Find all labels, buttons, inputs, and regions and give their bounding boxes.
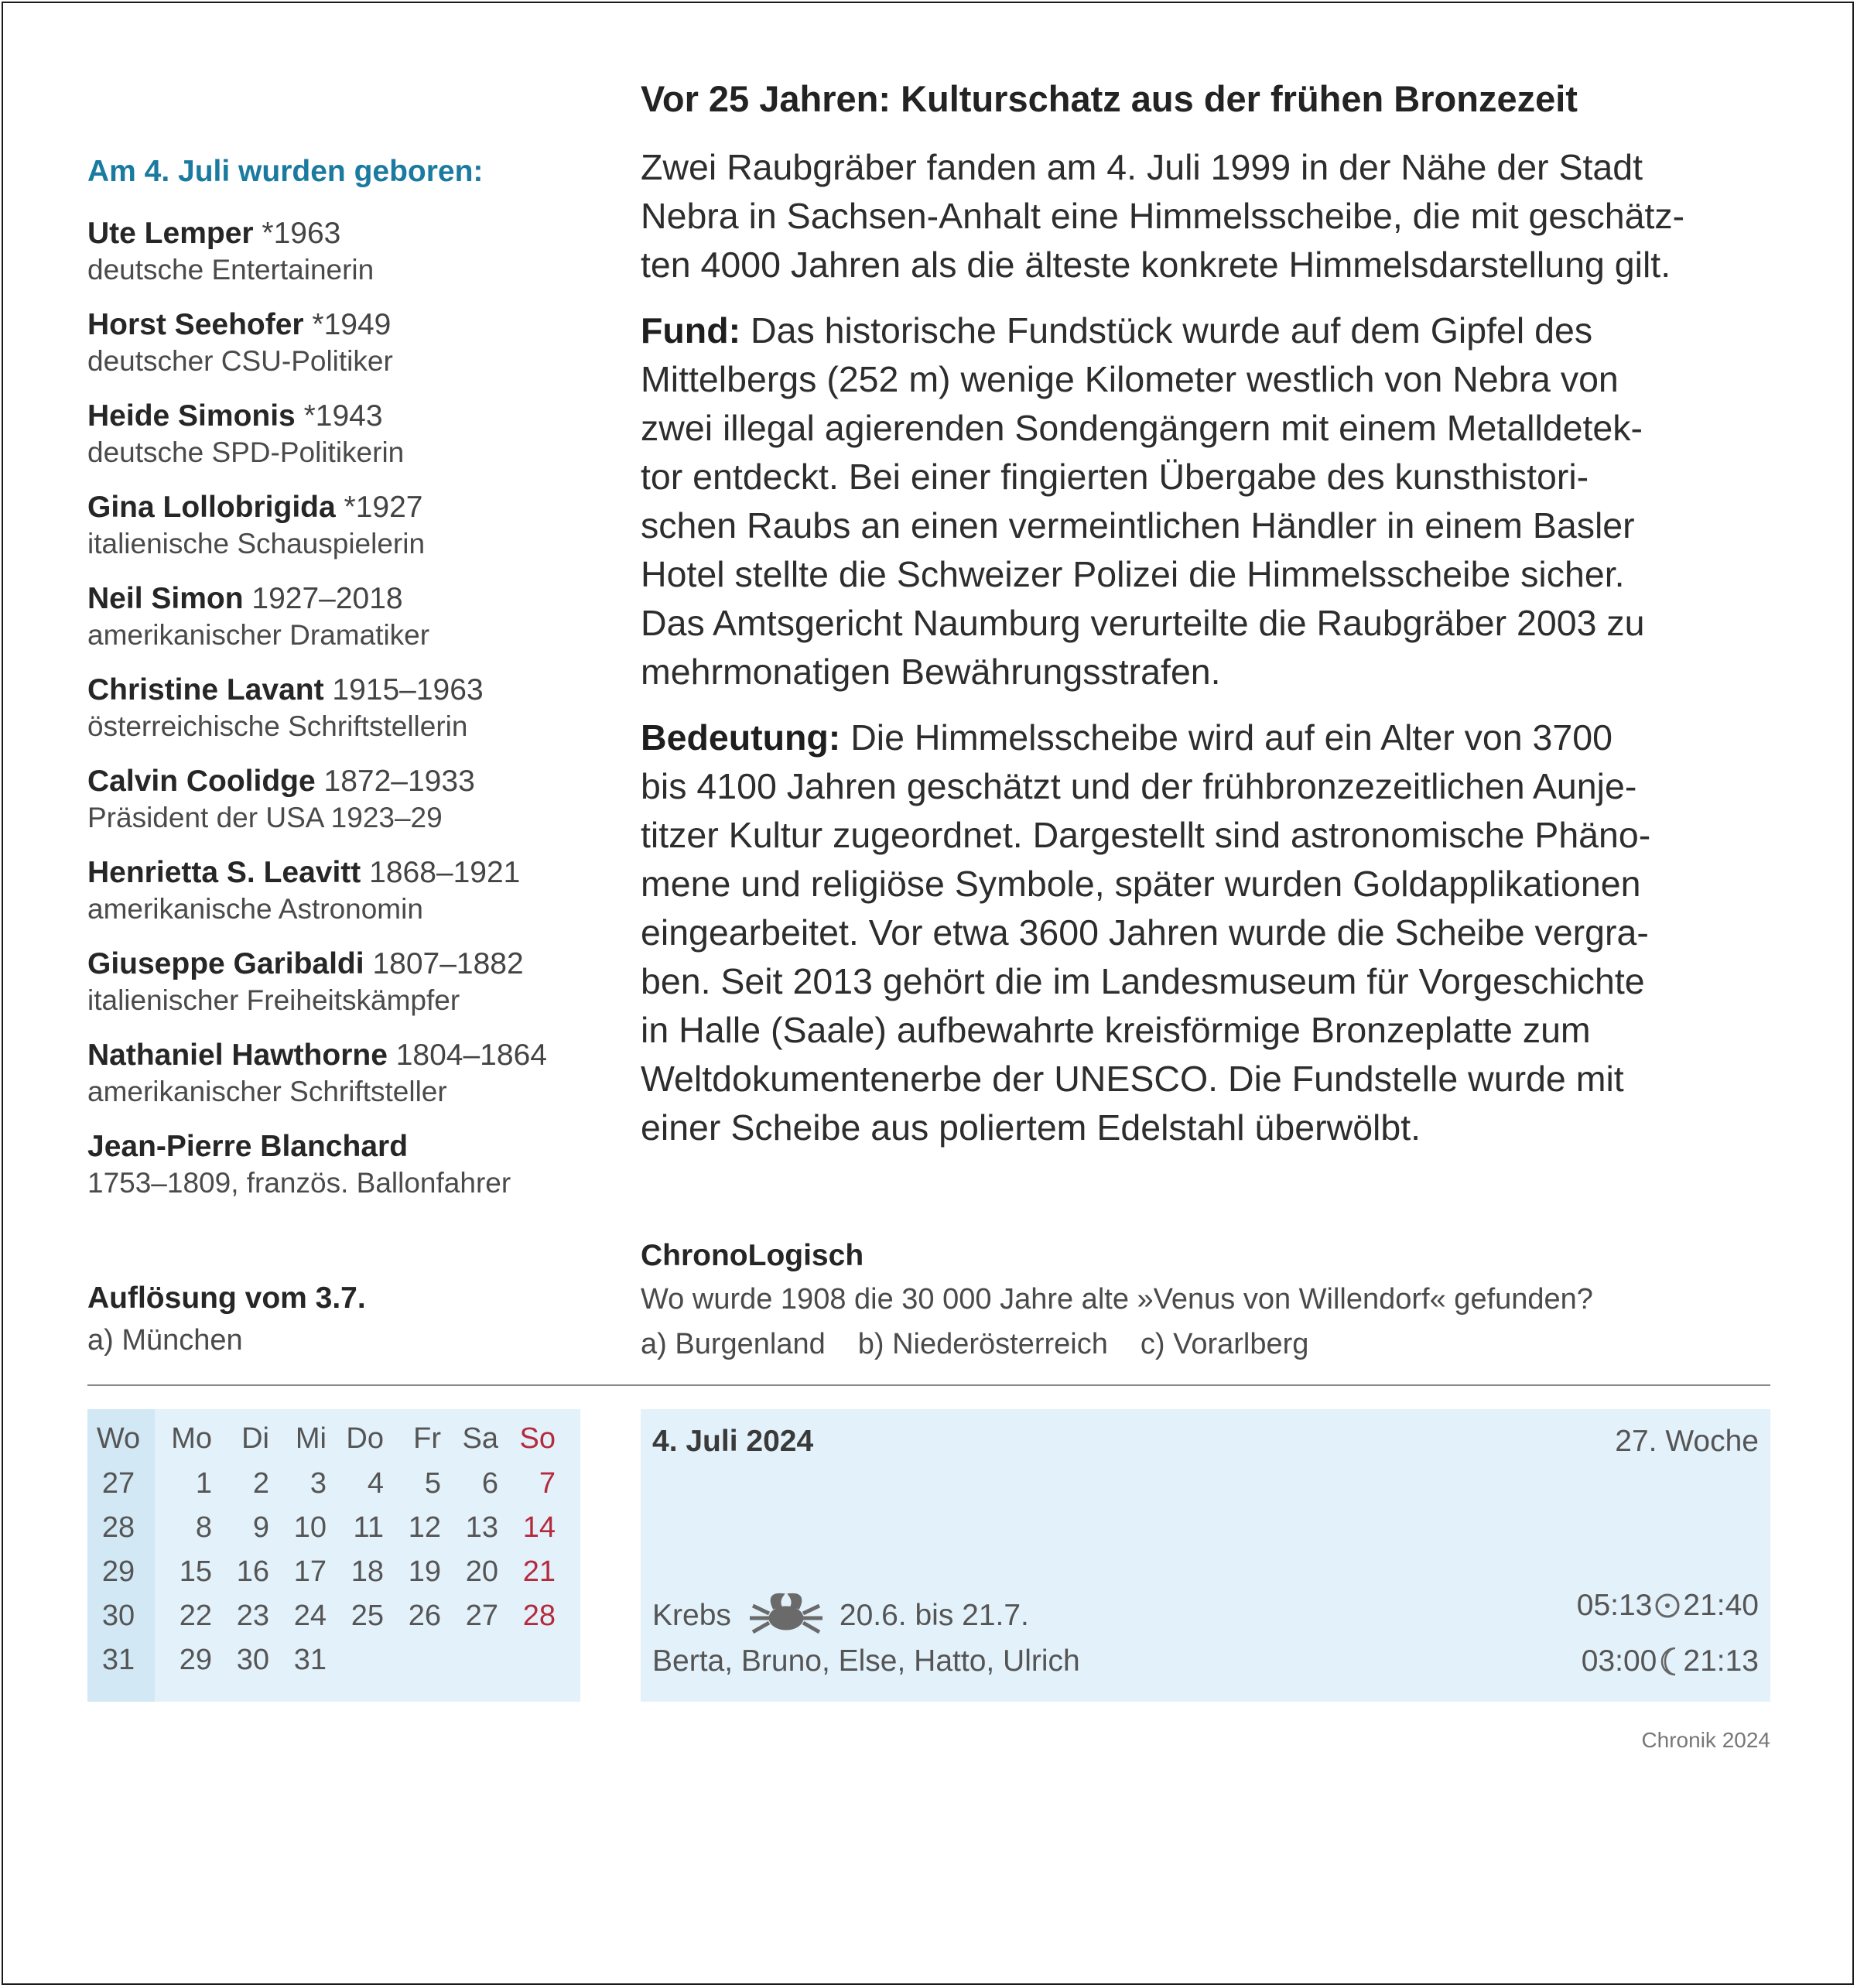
person-years: *1949 bbox=[312, 308, 392, 341]
calendar-day: 8 bbox=[195, 1511, 212, 1544]
person-description: deutsche SPD-Politikerin bbox=[87, 436, 405, 468]
birth-entry-headline bbox=[87, 306, 583, 344]
births-heading: Am 4. Juli wurden geboren: bbox=[87, 155, 484, 188]
day-date: 4. Juli 2024 bbox=[652, 1425, 814, 1458]
chrono-title: ChronoLogisch bbox=[641, 1239, 864, 1272]
birth-entry-headline bbox=[87, 489, 583, 526]
calendar-day: 27 bbox=[465, 1600, 498, 1632]
person-name: Horst Seehofer bbox=[87, 308, 304, 341]
calendar-day: 23 bbox=[236, 1600, 269, 1632]
article-line: Weltdokumentenerbe der UNESCO. Die Fundstelle wurde mit bbox=[641, 1059, 1624, 1099]
calendar-day: 13 bbox=[465, 1511, 498, 1544]
solution-section bbox=[87, 1279, 366, 1363]
zodiac-range: 20.6. bis 21.7. bbox=[839, 1599, 1029, 1632]
birth-entry bbox=[87, 672, 583, 744]
moon-times bbox=[1582, 1644, 1759, 1678]
calendar-day: 15 bbox=[179, 1555, 212, 1588]
person-description: Präsident der USA 1923–29 bbox=[87, 802, 443, 833]
moonset-time: 21:13 bbox=[1683, 1644, 1759, 1678]
paragraph-label: Fund: bbox=[641, 310, 741, 351]
person-description: italienische Schauspielerin bbox=[87, 528, 426, 559]
calendar-week-row bbox=[87, 1594, 556, 1638]
day-info-box bbox=[641, 1409, 1770, 1702]
calendar-day: 26 bbox=[408, 1600, 441, 1632]
article-line: Das Amtsgericht Naumburg verurteilte die Raubgräber 2003 zu bbox=[641, 603, 1645, 643]
article-line: mehrmonatigen Bewährungsstrafen. bbox=[641, 652, 1221, 692]
calendar-day: 30 bbox=[236, 1644, 269, 1676]
birth-entry-headline bbox=[87, 763, 583, 800]
person-name: Christine Lavant bbox=[87, 673, 324, 707]
calendar-weekday-header: Di bbox=[241, 1422, 269, 1455]
calendar-weekday-header: So bbox=[519, 1422, 556, 1455]
birth-entry-headline bbox=[87, 580, 583, 618]
article-fund bbox=[641, 306, 1778, 696]
birth-entry bbox=[87, 398, 583, 470]
calendar-day bbox=[384, 1638, 441, 1682]
person-description: deutsche Entertainerin bbox=[87, 254, 374, 286]
calendar-weekday-header: Do bbox=[346, 1422, 384, 1455]
calendar-week-number: 28 bbox=[101, 1511, 135, 1544]
moonrise-time: 03:00 bbox=[1581, 1644, 1657, 1678]
article-line-text: Die Himmelsscheibe wird auf ein Alter von 3700 bbox=[840, 717, 1612, 758]
calendar-day: 14 bbox=[522, 1511, 556, 1544]
article-line: bis 4100 Jahren geschätzt und der frühbronzezeitlichen Aunje- bbox=[641, 766, 1637, 806]
article-title: Vor 25 Jahren: Kulturschatz aus der frühen Bronzezeit bbox=[641, 78, 1578, 119]
birth-entry bbox=[87, 1037, 583, 1110]
article-line-text: Das historische Fundstück wurde auf dem Gipfel des bbox=[740, 310, 1593, 351]
article-line: Zwei Raubgräber fanden am 4. Juli 1999 in der Nähe der Stadt bbox=[641, 147, 1643, 187]
birth-entry bbox=[87, 306, 583, 379]
birth-entry-headline bbox=[87, 398, 583, 435]
calendar-day: 11 bbox=[353, 1511, 384, 1544]
calendar-day: 29 bbox=[179, 1644, 212, 1676]
person-years: 1927–2018 bbox=[251, 582, 403, 615]
calendar-day: 1 bbox=[195, 1467, 212, 1500]
sun-times bbox=[1577, 1589, 1759, 1623]
calendar-day: 10 bbox=[293, 1511, 327, 1544]
article-line: mene und religiöse Symbole, später wurden Goldapplikationen bbox=[641, 864, 1641, 904]
births-list bbox=[87, 215, 583, 1201]
month-calendar bbox=[87, 1409, 580, 1702]
calendar-day: 21 bbox=[522, 1555, 556, 1588]
person-name: Jean-Pierre Blanchard bbox=[87, 1130, 409, 1163]
birth-entry bbox=[87, 946, 583, 1018]
calendar-week-number: 31 bbox=[101, 1644, 135, 1676]
calendar-day: 17 bbox=[293, 1555, 327, 1588]
article-line: Mittelbergs (252 m) wenige Kilometer westlich von Nebra von bbox=[641, 359, 1619, 399]
chrono-option-c: c) Vorarlberg bbox=[1140, 1328, 1309, 1360]
calendar-table bbox=[87, 1415, 556, 1682]
birth-entry-headline bbox=[87, 854, 583, 891]
person-description: deutscher CSU-Politiker bbox=[87, 345, 393, 377]
article-line: Hotel stellte die Schweizer Polizei die Himmelsscheibe sicher. bbox=[641, 554, 1625, 594]
birth-entry-headline bbox=[87, 1128, 583, 1165]
calendar-day: 19 bbox=[408, 1555, 441, 1588]
person-name: Neil Simon bbox=[87, 582, 244, 615]
article-line: titzer Kultur zugeordnet. Dargestellt sind astronomische Phäno- bbox=[641, 815, 1651, 855]
article-line: einer Scheibe aus poliertem Edelstahl überwölbt. bbox=[641, 1107, 1421, 1148]
birth-entry-headline bbox=[87, 946, 583, 983]
calendar-day: 28 bbox=[522, 1600, 556, 1632]
article bbox=[641, 77, 1778, 1169]
birth-entry bbox=[87, 1128, 583, 1201]
calendar-header-row bbox=[87, 1415, 556, 1462]
person-name: Giuseppe Garibaldi bbox=[87, 947, 364, 980]
sun-icon bbox=[1654, 1592, 1681, 1620]
calendar-weekday-header: Wo bbox=[96, 1422, 141, 1455]
calendar-week-number: 29 bbox=[101, 1555, 135, 1588]
calendar-day bbox=[327, 1638, 384, 1682]
birth-entry-headline bbox=[87, 215, 583, 252]
person-name: Gina Lollobrigida bbox=[87, 491, 336, 524]
birth-entry bbox=[87, 854, 583, 927]
chrono-option-a: a) Burgenland bbox=[641, 1328, 826, 1360]
calendar-day: 2 bbox=[252, 1467, 269, 1500]
birth-entry bbox=[87, 763, 583, 836]
article-line: ben. Seit 2013 gehört die im Landesmuseum für Vorgeschichte bbox=[641, 961, 1645, 1001]
calendar-week-number: 30 bbox=[101, 1600, 135, 1632]
paragraph-label: Bedeutung: bbox=[641, 717, 841, 758]
person-description: italienischer Freiheitskämpfer bbox=[87, 984, 460, 1016]
footer-label: Chronik 2024 bbox=[1641, 1728, 1770, 1752]
calendar-week-row bbox=[87, 1550, 556, 1594]
person-description: amerikanische Astronomin bbox=[87, 893, 423, 925]
calendar-week-row bbox=[87, 1638, 556, 1682]
article-line bbox=[641, 713, 1778, 762]
calendar-day: 6 bbox=[481, 1467, 498, 1500]
calendar-day bbox=[441, 1638, 498, 1682]
person-years: 1872–1933 bbox=[323, 765, 475, 798]
birth-entry-headline bbox=[87, 672, 583, 709]
calendar-day: 12 bbox=[408, 1511, 441, 1544]
zodiac-sign: Krebs bbox=[652, 1599, 731, 1632]
person-description: österreichische Schriftstellerin bbox=[87, 710, 468, 742]
calendar-day: 18 bbox=[351, 1555, 384, 1588]
birth-entry bbox=[87, 580, 583, 653]
calendar-weekday-header: Mo bbox=[171, 1422, 212, 1455]
calendar-day: 7 bbox=[539, 1467, 556, 1500]
article-intro bbox=[641, 143, 1778, 289]
calendar-weekday-header: Sa bbox=[462, 1422, 498, 1455]
person-years: *1963 bbox=[262, 217, 341, 250]
article-line: in Halle (Saale) aufbewahrte kreisförmige Bronzeplatte zum bbox=[641, 1010, 1591, 1050]
name-days: Berta, Bruno, Else, Hatto, Ulrich bbox=[652, 1644, 1080, 1678]
calendar-day: 20 bbox=[465, 1555, 498, 1588]
article-line: schen Raubs an einen vermeintlichen Händler in einem Basler bbox=[641, 505, 1635, 546]
person-name: Calvin Coolidge bbox=[87, 765, 316, 798]
chrono-question: Wo wurde 1908 die 30 000 Jahre alte »Venus von Willendorf« gefunden? bbox=[641, 1283, 1593, 1316]
person-years: *1943 bbox=[303, 399, 383, 433]
birth-entry-headline bbox=[87, 1037, 583, 1074]
article-line: eingearbeitet. Vor etwa 3600 Jahren wurde die Scheibe vergra- bbox=[641, 912, 1649, 953]
calendar-day: 22 bbox=[179, 1600, 212, 1632]
calendar-weekday-header: Fr bbox=[413, 1422, 441, 1455]
crab-icon bbox=[744, 1589, 829, 1643]
solution-title: Auflösung vom 3.7. bbox=[87, 1281, 366, 1315]
calendar-day: 9 bbox=[252, 1511, 269, 1544]
article-line: Nebra in Sachsen-Anhalt eine Himmelsscheibe, die mit geschätz- bbox=[641, 196, 1685, 236]
article-line: tor entdeckt. Bei einer fingierten Übergabe des kunsthistori- bbox=[641, 457, 1589, 497]
person-years: 1915–1963 bbox=[332, 673, 484, 707]
calendar-week-row bbox=[87, 1462, 556, 1506]
person-name: Henrietta S. Leavitt bbox=[87, 856, 361, 889]
person-name: Heide Simonis bbox=[87, 399, 296, 433]
zodiac-info bbox=[652, 1589, 1029, 1643]
person-description: amerikanischer Dramatiker bbox=[87, 619, 430, 651]
calendar-week-number: 27 bbox=[101, 1467, 135, 1500]
calendar-day: 25 bbox=[351, 1600, 384, 1632]
solution-answer: a) München bbox=[87, 1324, 243, 1357]
person-years: 1807–1882 bbox=[372, 947, 524, 980]
calendar-day: 16 bbox=[236, 1555, 269, 1588]
calendar-day: 3 bbox=[310, 1467, 327, 1500]
calendar-day: 5 bbox=[424, 1467, 441, 1500]
person-years: 1868–1921 bbox=[369, 856, 521, 889]
sunset-time: 21:40 bbox=[1683, 1589, 1759, 1622]
day-week: 27. Woche bbox=[1615, 1425, 1759, 1458]
divider bbox=[87, 1384, 1770, 1386]
chrono-options bbox=[641, 1322, 1778, 1367]
moon-icon bbox=[1658, 1646, 1681, 1677]
article-line bbox=[641, 306, 1778, 355]
article-bedeutung bbox=[641, 713, 1778, 1152]
person-name: Nathaniel Hawthorne bbox=[87, 1038, 388, 1072]
sunrise-time: 05:13 bbox=[1576, 1589, 1653, 1622]
birth-entry bbox=[87, 489, 583, 562]
person-years: *1927 bbox=[344, 491, 423, 524]
calendar-week-row bbox=[87, 1506, 556, 1550]
calendar-day: 24 bbox=[293, 1600, 327, 1632]
person-description: amerikanischer Schriftsteller bbox=[87, 1076, 447, 1107]
calendar-day bbox=[498, 1638, 556, 1682]
calendar-day: 4 bbox=[367, 1467, 384, 1500]
births-section bbox=[87, 155, 583, 1220]
article-line: ten 4000 Jahren als die älteste konkrete Himmelsdarstellung gilt. bbox=[641, 245, 1671, 285]
person-name: Ute Lemper bbox=[87, 217, 254, 250]
person-years: 1804–1864 bbox=[395, 1038, 547, 1072]
article-line: zwei illegal agierenden Sondengängern mit einem Metalldetek- bbox=[641, 408, 1643, 448]
birth-entry bbox=[87, 215, 583, 288]
chrono-option-b: b) Niederösterreich bbox=[857, 1328, 1108, 1360]
person-description: 1753–1809, französ. Ballonfahrer bbox=[87, 1167, 511, 1199]
calendar-day: 31 bbox=[293, 1644, 327, 1676]
chronologisch-section bbox=[641, 1234, 1778, 1367]
calendar-weekday-header: Mi bbox=[295, 1422, 327, 1455]
